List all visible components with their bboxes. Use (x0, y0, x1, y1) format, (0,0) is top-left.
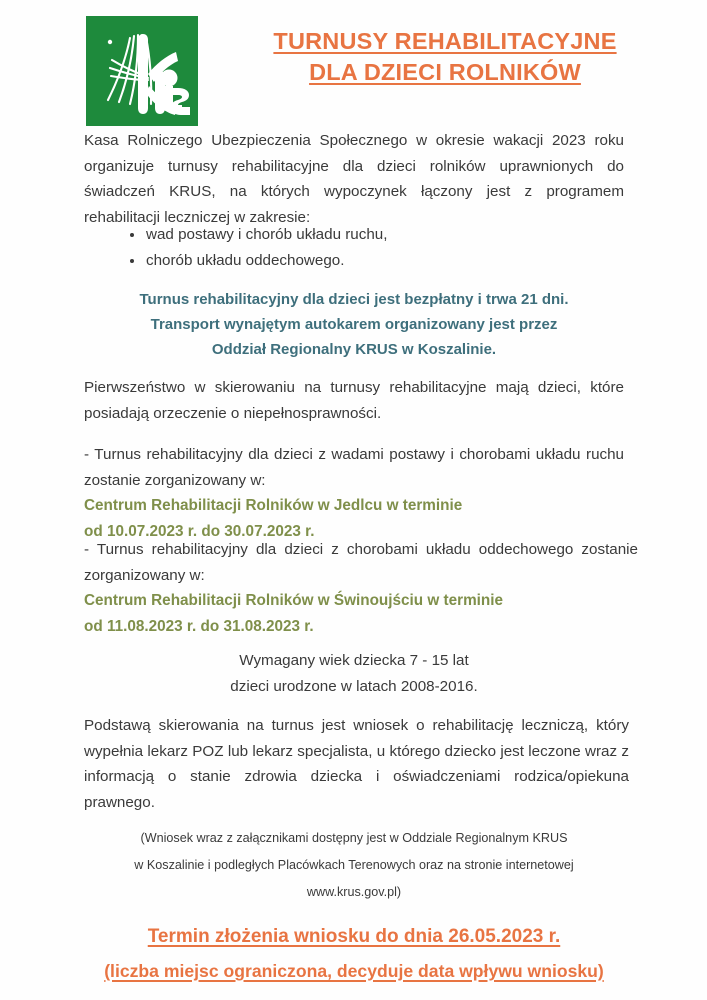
application-paragraph-block (84, 713, 629, 815)
footnote-url: www.krus.gov.pl) (306, 885, 402, 899)
intro-paragraph: Kasa Rolniczego Ubezpieczenia Społecznego w okresie wakacji 2023 roku organizuje turnusy rehabilitacyjne dla dzieci rolników uprawnionych do świadczeń KRUS, na których wypoczynek łączony jest z programem rehabilitacji leczniczej w zakresie: (84, 132, 624, 226)
footnote-block (84, 825, 624, 906)
priority-paragraph-block (84, 375, 624, 426)
deadline-line-2: (liczba miejsc ograniczona, decyduje data wpływu wniosku) (104, 961, 604, 981)
camp-1-dates: od 10.07.2023 r. do 30.07.2023 r. (84, 522, 315, 540)
list-item: chorób układu oddechowego. (130, 248, 624, 274)
scope-bullets-block (84, 222, 624, 273)
poster-title (205, 26, 685, 88)
camp-2-center: Centrum Rehabilitacji Rolników w Świnoujściu w terminie (84, 592, 504, 609)
deadline-line-1: Termin złożenia wniosku do dnia 26.05.2023 r. (147, 926, 561, 947)
deadline-block (52, 920, 656, 988)
priority-paragraph: Pierwszeństwo w skierowaniu na turnusy rehabilitacyjne mają dzieci, które posiadają orzeczenie o niepełnosprawności. (84, 379, 624, 422)
camp-2-block (84, 537, 638, 639)
highlight-note-line-2: Transport wynajętym autokarem organizowany jest przez (150, 316, 558, 333)
age-requirement-line-1: Wymagany wiek dziecka 7 - 15 lat (239, 652, 469, 669)
title-line-2: DLA DZIECI ROLNIKÓW (309, 59, 581, 85)
highlight-note-block (84, 287, 624, 362)
camp-2-intro: - Turnus rehabilitacyjny dla dzieci z chorobami układu oddechowego zostanie zorganizowany w: (84, 541, 638, 584)
application-paragraph: Podstawą skierowania na turnus jest wniosek o rehabilitację leczniczą, który wypełnia lekarz POZ lub lekarz specjalista, u którego dziecko jest leczone wraz z informacją o stanie zdrowia dziecka i oświadczeniami rodzica/opiekuna prawnego. (84, 717, 629, 811)
footnote-line-2: w Koszalinie i podległych Placówkach Terenowych oraz na stronie internetowej (134, 858, 574, 872)
age-requirement-block (84, 648, 624, 699)
highlight-note-line-1: Turnus rehabilitacyjny dla dzieci jest bezpłatny i trwa 21 dni. (139, 291, 569, 308)
scope-bullet-list (84, 222, 624, 273)
poster-header (0, 14, 707, 130)
camp-2-dates: od 11.08.2023 r. do 31.08.2023 r. (84, 617, 314, 635)
highlight-note-line-3: Oddział Regionalny KRUS w Koszalinie. (211, 341, 497, 358)
footnote-line-1: (Wniosek wraz z załącznikami dostępny jest w Oddziale Regionalnym KRUS (140, 831, 568, 845)
age-requirement-line-2: dzieci urodzone w latach 2008-2016. (230, 677, 478, 695)
camp-1-center: Centrum Rehabilitacji Rolników w Jedlcu w terminie (84, 497, 463, 514)
camp-1-intro: - Turnus rehabilitacyjny dla dzieci z wadami postawy i chorobami układu ruchu zostanie zorganizowany w: (84, 446, 624, 489)
title-line-1: TURNUSY REHABILITACYJNE (273, 28, 617, 54)
krus-logo (86, 16, 198, 126)
camp-1-block (84, 442, 624, 544)
list-item: wad postawy i chorób układu ruchu, (130, 222, 624, 248)
intro-paragraph-block (84, 128, 624, 230)
